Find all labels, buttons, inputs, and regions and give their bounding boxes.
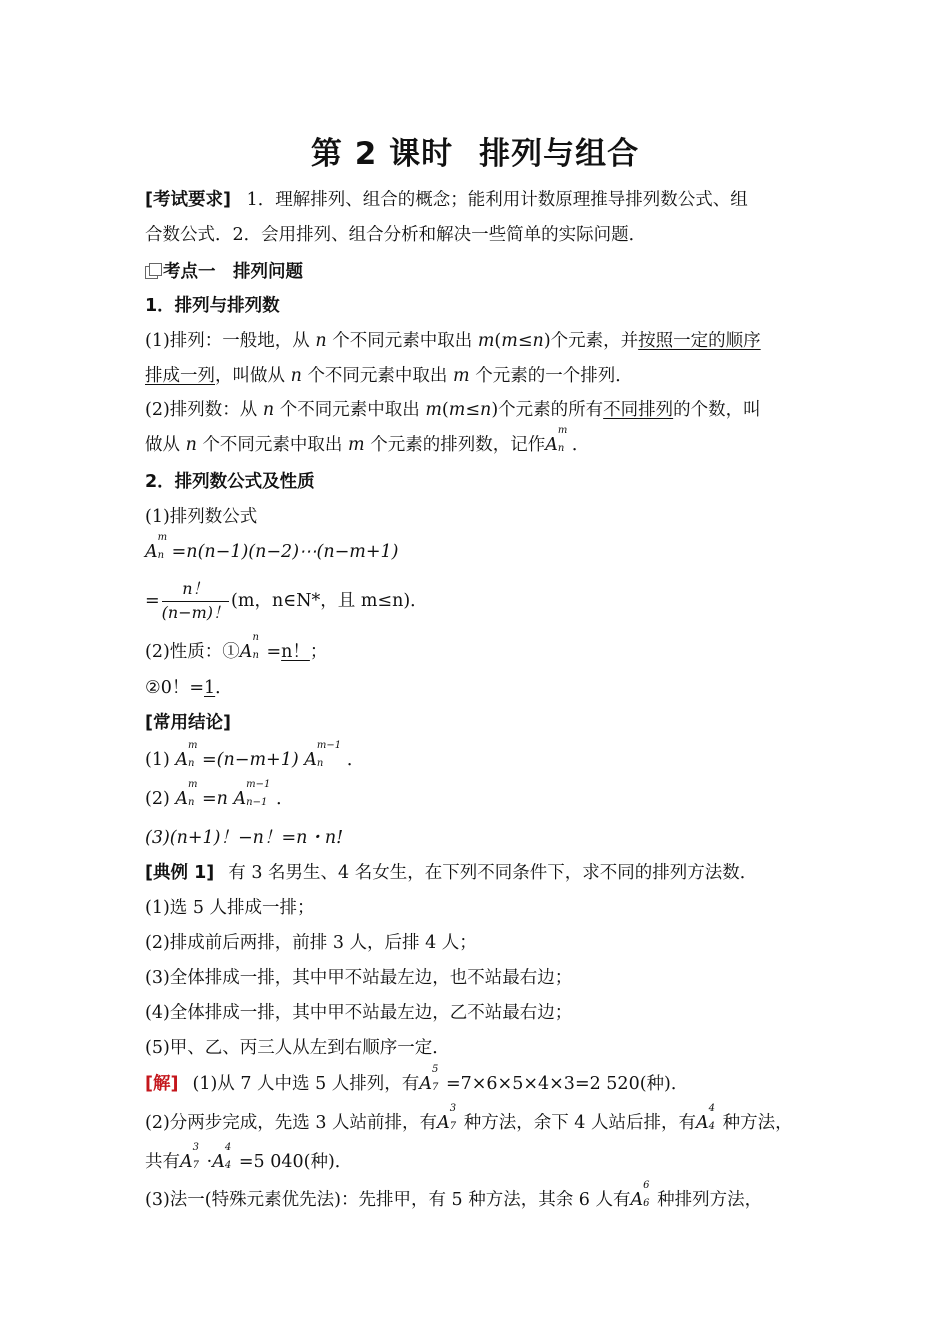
requirements-label: [考试要求] bbox=[145, 190, 231, 210]
section-heading: 考点一 排列问题 bbox=[145, 260, 303, 284]
formula-label: (1)排列数公式 bbox=[145, 507, 258, 527]
conclusion-2: (2) A m n =n A m−1 n−1 ． bbox=[145, 779, 294, 809]
title-topic: 排列与组合 bbox=[479, 136, 640, 172]
example-question-4: (4)全体排成一排，其中甲不站最左边，乙不站最右边； bbox=[145, 1003, 573, 1023]
solution-line-1: [解] (1)从 7 人中选 5 人排列，有A 5 7 =7×6×5×4×3=2 520(种)． bbox=[145, 1064, 689, 1094]
title-lesson: 第 2 课时 bbox=[310, 136, 454, 172]
formula-fraction: $\frac{n!}{(n-m)!}$ bbox=[161, 579, 230, 622]
blank-answer: 按照一定的顺序 bbox=[638, 331, 761, 351]
definition-1-line-1: (1)排列：一般地，从 n 个不同元素中取出 m(m≤n)个元素，并按照一定的顺序 bbox=[145, 331, 761, 351]
example-question-5: (5)甲、乙、丙三人从左到右顺序一定． bbox=[145, 1038, 450, 1058]
solution-line-2: (2)分两步完成，先选 3 人站前排，有A 3 7 种方法，余下 4 人站后排，有A 4 4 种方法， bbox=[145, 1103, 793, 1133]
formula-expression-1: A m n =n(n−1)(n−2)⋯(n−m+1) bbox=[145, 532, 399, 562]
blank-answer: 排成一列 bbox=[145, 366, 215, 386]
solution-line-3: 共有A 3 7 ·A 4 4 =5 040(种)． bbox=[145, 1142, 353, 1172]
section-box-icon bbox=[145, 263, 161, 279]
subheading-1: 1．排列与排列数 bbox=[145, 296, 280, 316]
conclusions-heading: [常用结论] bbox=[145, 713, 231, 733]
requirements-line-2: 合数公式．2．会用排列、组合分析和解决一些简单的实际问题． bbox=[145, 225, 647, 245]
solution-line-4: (3)法一(特殊元素优先法)：先排甲，有 5 种方法，其余 6 人有A 6 6 种排列方法， bbox=[145, 1180, 763, 1210]
definition-2-line-2: 做从 n 个不同元素中取出 m 个元素的排列数，记作A m n ． bbox=[145, 425, 590, 455]
example-question-2: (2)排成前后两排，前排 3 人，后排 4 人； bbox=[145, 933, 477, 953]
example-label: [典例 1] bbox=[145, 863, 215, 883]
solution-label: [解] bbox=[145, 1074, 179, 1094]
page-title bbox=[145, 128, 805, 173]
definition-1-line-2: 排成一列，叫做从 n 个不同元素中取出 m 个元素的一个排列． bbox=[145, 366, 633, 386]
example-question-3: (3)全体排成一排，其中甲不站最左边，也不站最右边； bbox=[145, 968, 573, 988]
example-statement: [典例 1] 有 3 名男生、4 名女生，在下列不同条件下，求不同的排列方法数． bbox=[145, 863, 758, 883]
definition-2-line-1: (2)排列数：从 n 个不同元素中取出 m(m≤n)个元素的所有不同排列的个数，叫 bbox=[145, 400, 761, 420]
blank-answer: n！ bbox=[281, 642, 310, 662]
property-line-1: (2)性质：①A n n =n！； bbox=[145, 632, 328, 662]
conclusion-1: (1) A m n =(n−m+1) A m−1 n ． bbox=[145, 740, 365, 770]
formula-expression-2: = $\frac{n!}{(n-m)!}$ (m，n∈N*，且 m≤n)． bbox=[145, 579, 428, 622]
property-line-2: ②0！=1． bbox=[145, 678, 233, 698]
blank-answer: 不同排列 bbox=[603, 400, 674, 420]
example-question-1: (1)选 5 人排成一排； bbox=[145, 898, 315, 918]
requirements-line-1: [考试要求] 1．理解排列、组合的概念；能利用计数原理推导排列数公式、组 bbox=[145, 190, 748, 210]
conclusion-3: (3)(n+1)！−n！=n・n! bbox=[145, 828, 344, 848]
blank-answer: 1 bbox=[204, 678, 216, 698]
subheading-2: 2．排列数公式及性质 bbox=[145, 472, 315, 492]
